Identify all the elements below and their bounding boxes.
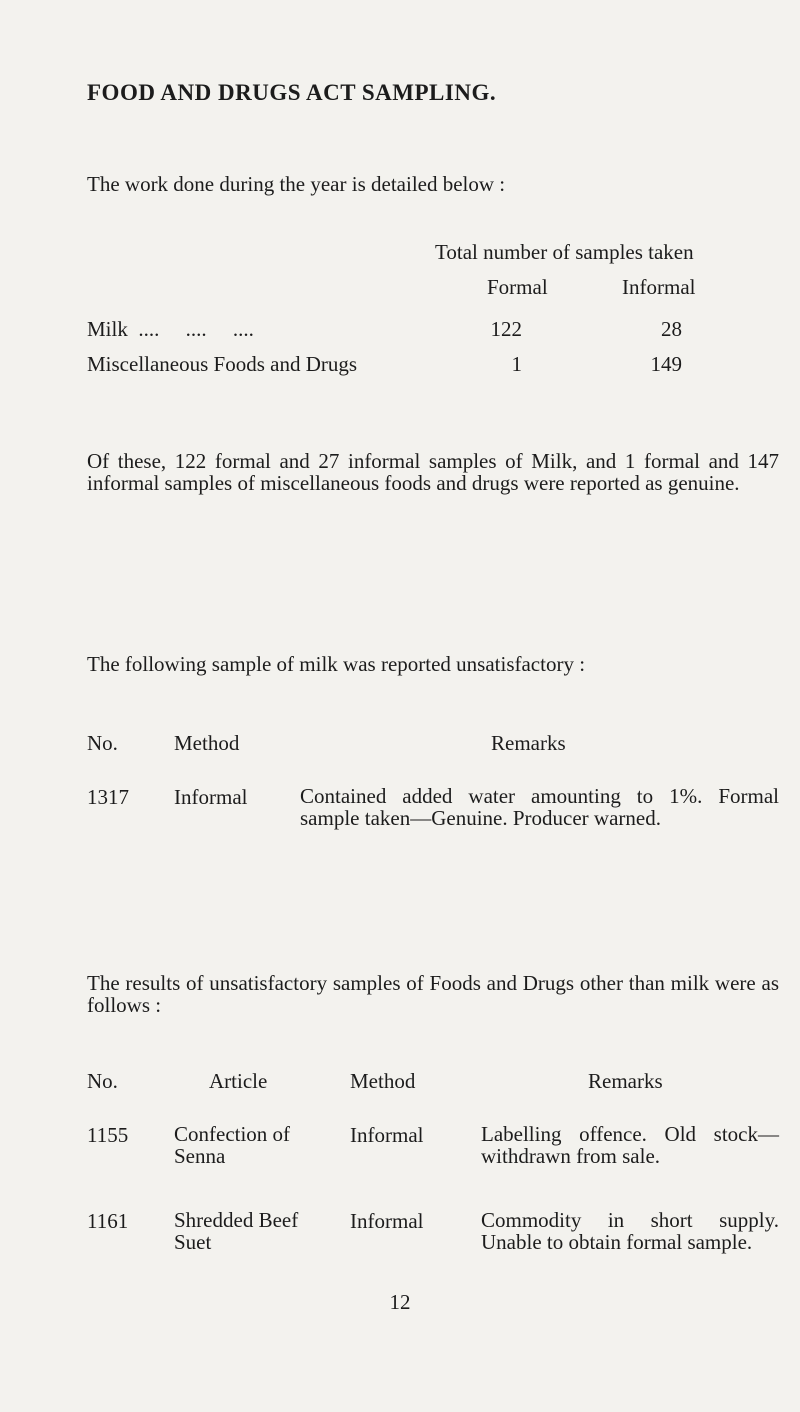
summary-table-title: Total number of samples taken xyxy=(435,240,694,264)
row-formal-count: 1 xyxy=(511,352,522,376)
row-informal-count: 149 xyxy=(650,352,682,376)
row-method: Informal xyxy=(174,785,248,809)
row-label: Milk .... .... .... xyxy=(87,317,254,341)
row-method: Informal xyxy=(350,1123,424,1147)
row-no: 1155 xyxy=(87,1123,129,1147)
milk-header-method: Method xyxy=(174,731,240,755)
page-number: 12 xyxy=(389,1290,411,1314)
row-formal-count: 122 xyxy=(490,317,522,341)
summary-col-informal: Informal xyxy=(622,275,696,299)
row-label: Miscellaneous Foods and Drugs xyxy=(87,352,358,376)
row-remarks: Labelling offence. Old stock—withdrawn from sale. xyxy=(481,1122,779,1168)
row-no: 1161 xyxy=(87,1209,129,1233)
row-informal-count: 28 xyxy=(661,317,682,341)
milk-header-no: No. xyxy=(87,731,118,755)
other-header-article: Article xyxy=(209,1069,268,1093)
row-article: Shredded Beef Suet xyxy=(174,1208,299,1254)
other-header-no: No. xyxy=(87,1069,118,1093)
intro-text: The work done during the year is detailed below : xyxy=(87,172,506,196)
milk-header-remarks: Remarks xyxy=(491,731,566,755)
other-header-remarks: Remarks xyxy=(588,1069,663,1093)
row-method: Informal xyxy=(350,1209,424,1233)
row-article: Confection of Senna xyxy=(174,1122,291,1168)
other-header-method: Method xyxy=(350,1069,416,1093)
milk-intro: The following sample of milk was reported unsatisfactory : xyxy=(87,652,586,676)
page-heading: FOOD AND DRUGS ACT SAMPLING. xyxy=(87,80,497,105)
row-remarks: Commodity in short supply. Unable to obtain formal sample. xyxy=(481,1208,779,1254)
row-no: 1317 xyxy=(87,785,129,809)
genuine-paragraph: Of these, 122 formal and 27 informal samples of Milk, and 1 formal and 147 informal samples of miscellaneous foods and drugs were reported as genuine. xyxy=(87,449,779,495)
row-remarks: Contained added water amounting to 1%. Formal sample taken—Genuine. Producer warned. xyxy=(300,784,779,830)
summary-col-formal: Formal xyxy=(487,275,548,299)
other-intro: The results of unsatisfactory samples of Foods and Drugs other than milk were as follows : xyxy=(87,971,779,1017)
